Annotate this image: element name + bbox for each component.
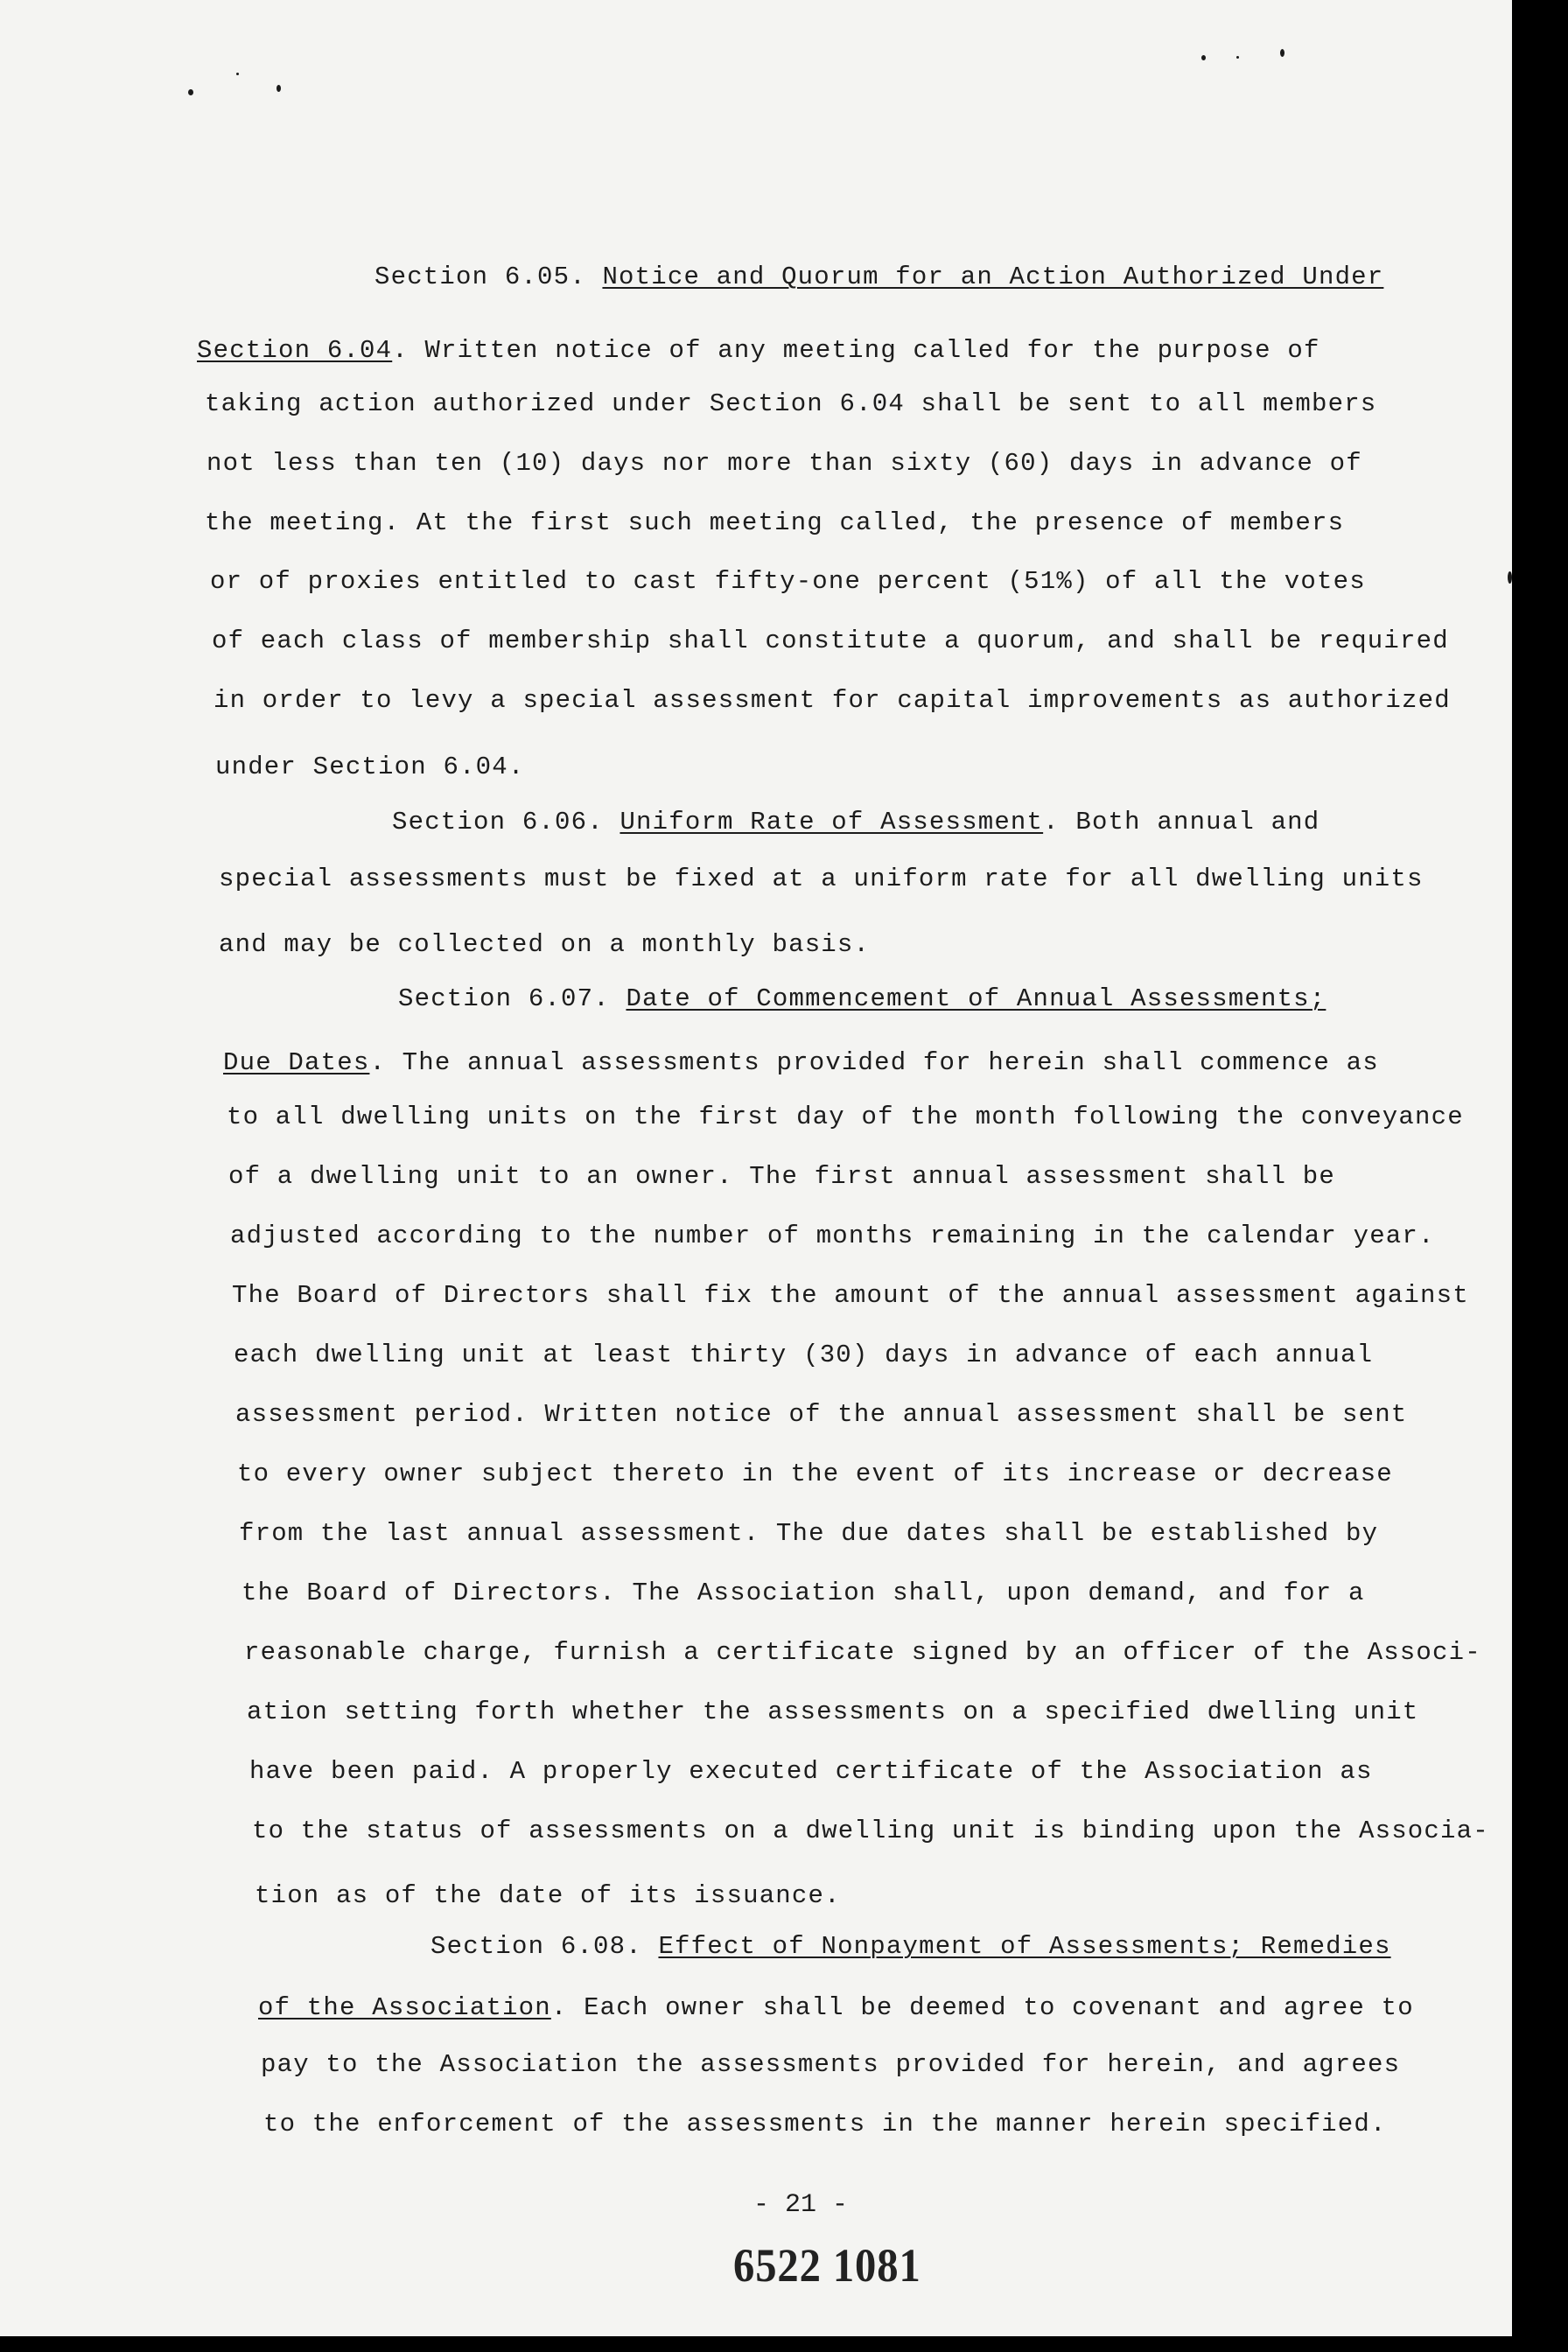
text-line: Section 6.08. Effect of Nonpayment of Assessments; Remedies <box>430 1932 1391 1961</box>
text-line: assessment period. Written notice of the annual assessment shall be sent <box>235 1400 1408 1429</box>
text-line: the meeting. At the first such meeting called, the presence of members <box>205 508 1345 537</box>
text-line: Section 6.04. Written notice of any meeting called for the purpose of <box>197 336 1320 365</box>
text-line: in order to levy a special assessment for capital improvements as authorized <box>214 686 1451 715</box>
text-line: Section 6.06. Uniform Rate of Assessment. Both annual and <box>392 808 1320 836</box>
text-line: or of proxies entitled to cast fifty-one percent (51%) of all the votes <box>210 567 1366 596</box>
scan-speck <box>236 73 239 75</box>
recording-stamp: 6522 1081 <box>733 2239 921 2292</box>
text-line: Section 6.07. Date of Commencement of Annual Assessments; <box>398 984 1326 1013</box>
text-line: Section 6.05. Notice and Quorum for an Action Authorized Under <box>374 262 1384 291</box>
text-line: and may be collected on a monthly basis. <box>219 930 871 959</box>
text-line: to every owner subject thereto in the event of its increase or decrease <box>237 1460 1393 1488</box>
text-line: The Board of Directors shall fix the amount of the annual assessment against <box>232 1281 1469 1310</box>
text-line: Due Dates. The annual assessments provided for herein shall commence as <box>223 1048 1379 1077</box>
text-line: each dwelling unit at least thirty (30) days in advance of each annual <box>234 1340 1374 1369</box>
text-line: to the enforcement of the assessments in the manner herein specified. <box>263 2110 1387 2138</box>
text-line: tion as of the date of its issuance. <box>255 1881 841 1910</box>
text-line: to the status of assessments on a dwelling unit is binding upon the Associa- <box>252 1816 1489 1845</box>
text-line: pay to the Association the assessments provided for herein, and agrees <box>261 2050 1401 2079</box>
text-line: adjusted according to the number of months remaining in the calendar year. <box>230 1222 1435 1250</box>
page-number: - 21 - <box>752 2190 849 2220</box>
scan-speck <box>1201 55 1206 60</box>
text-line: from the last annual assessment. The due dates shall be established by <box>239 1519 1379 1548</box>
text-line: have been paid. A properly executed certificate of the Association as <box>249 1757 1373 1786</box>
text-line: the Board of Directors. The Association shall, upon demand, and for a <box>242 1578 1365 1607</box>
text-line: of each class of membership shall constitute a quorum, and shall be required <box>212 626 1449 655</box>
text-line: of the Association. Each owner shall be deemed to covenant and agree to <box>258 1993 1414 2022</box>
text-line: under Section 6.04. <box>215 752 525 781</box>
text-line: reasonable charge, furnish a certificate signed by an officer of the Associ- <box>244 1638 1481 1667</box>
text-line: special assessments must be fixed at a uniform rate for all dwelling units <box>219 864 1424 893</box>
text-line: ation setting forth whether the assessments on a specified dwelling unit <box>247 1698 1419 1726</box>
scan-speck <box>188 89 193 95</box>
text-line: of a dwelling unit to an owner. The first annual assessment shall be <box>228 1162 1335 1191</box>
scan-speck <box>1280 49 1284 57</box>
text-line: taking action authorized under Section 6.04 shall be sent to all members <box>205 389 1377 418</box>
scan-speck <box>276 85 281 92</box>
scan-speck <box>1508 571 1512 584</box>
text-line: not less than ten (10) days nor more than sixty (60) days in advance of <box>206 449 1362 478</box>
text-line: to all dwelling units on the first day of the month following the conveyance <box>227 1102 1464 1131</box>
scan-speck <box>1236 56 1239 59</box>
